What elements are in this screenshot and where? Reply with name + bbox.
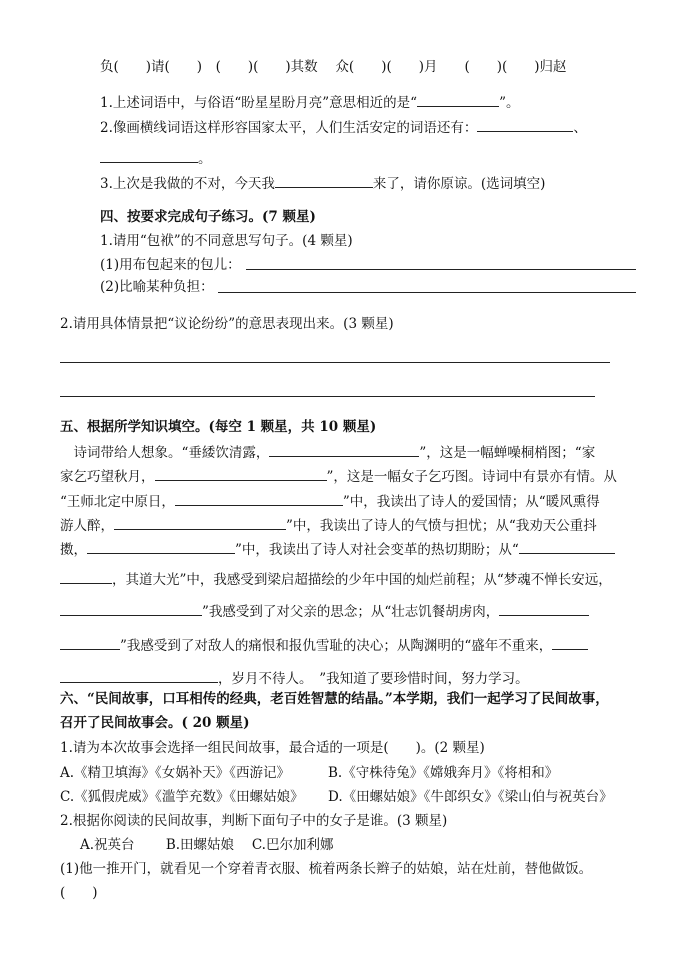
poem-text: 擞， bbox=[60, 542, 87, 558]
option-a[interactable]: A.《精卫填海》《女娲补天》《西游记》 bbox=[60, 765, 291, 781]
poem-text: ”我感受到了对父亲的思念；从“壮志饥餐胡虏肉， bbox=[202, 604, 500, 620]
section-6-q1: 1.请为本次故事会选择一组民间故事，最合适的一项是( )。(2 颗星) bbox=[60, 740, 485, 756]
answer-blank[interactable] bbox=[477, 117, 573, 132]
answer-blank[interactable] bbox=[87, 539, 235, 554]
poem-line-2 bbox=[60, 466, 617, 486]
poem-line-7 bbox=[60, 601, 589, 621]
poem-text: ”中，我读出了诗人的气愤与担忧；从“我劝天公重抖 bbox=[286, 518, 597, 534]
answer-blank[interactable] bbox=[60, 635, 120, 650]
section-6-title: 六、“民间故事，口耳相传的经典，老百姓智慧的结晶。”本学期，我们一起学习了民间故事， bbox=[60, 691, 609, 707]
poem-text: ”中，我读出了诗人的爱国情；从“暖风熏得 bbox=[342, 494, 600, 510]
answer-blank[interactable] bbox=[175, 491, 343, 506]
poem-text: ”，这是一幅蝉噪桐梢图；“家 bbox=[419, 445, 596, 461]
question-2-sep: 、 bbox=[573, 120, 587, 136]
section-4-title: 四、按要求完成句子练习。(7 颗星) bbox=[100, 209, 316, 225]
poem-text: 游人醉， bbox=[60, 518, 114, 534]
question-2-end: 。 bbox=[198, 151, 212, 167]
poem-line-5 bbox=[60, 539, 615, 559]
section-5-title: 五、根据所学知识填空。(每空 1 颗星，共 10 颗星) bbox=[60, 419, 377, 435]
answer-blank[interactable] bbox=[155, 466, 327, 481]
answer-line[interactable] bbox=[60, 362, 610, 363]
poem-text: “王师北定中原日， bbox=[60, 494, 175, 510]
poem-text: ，岁月不待人。 ”我知道了要珍惜时间，努力学习。 bbox=[218, 671, 529, 687]
section-6-q2: 2.根据你阅读的民间故事，判断下面句子中的女子是谁。(3 颗星) bbox=[60, 813, 448, 829]
poem-line-4 bbox=[60, 515, 597, 535]
answer-blank[interactable] bbox=[114, 515, 286, 530]
poem-text: ”我感受到了对敌人的痛恨和报仇雪耻的决心；从陶渊明的“盛年不重来， bbox=[120, 638, 553, 654]
answer-blank[interactable] bbox=[552, 635, 588, 650]
poem-line-8 bbox=[60, 635, 588, 655]
poem-text: 诗词带给人想象。“垂緌饮清露， bbox=[60, 445, 270, 461]
question-1-text: 1.上述词语中，与俗语“盼星星盼月亮”意思相近的是“ bbox=[100, 95, 418, 111]
option-c[interactable]: C.《狐假虎威》《滥竽充数》《田螺姑娘》 bbox=[60, 789, 304, 805]
section-4-q2: 2.请用具体情景把“议论纷纷”的意思表现出来。(3 颗星) bbox=[60, 316, 394, 332]
question-3-text: 3.上次是我做的不对，今天我 bbox=[100, 176, 275, 192]
answer-blank[interactable] bbox=[519, 539, 615, 554]
section-4-q1b: (2)比喻某种负担： bbox=[100, 279, 214, 295]
answer-line[interactable] bbox=[246, 269, 636, 270]
option-b[interactable]: B.《守株待兔》《嫦娥奔月》《将相和》 bbox=[328, 765, 559, 781]
question-1-end: ”。 bbox=[499, 95, 520, 111]
answer-line[interactable] bbox=[60, 396, 595, 397]
answer-blank[interactable] bbox=[100, 148, 198, 163]
section-6-q2-1: (1)他一推开门，就看见一个穿着青衣服、梳着两条长辫子的姑娘，站在灶前，替他做饭。 bbox=[60, 861, 593, 877]
poem-text: ，其道大光”中，我感受到梁启超描绘的少年中国的灿烂前程；从“梦魂不惮长安远， bbox=[112, 572, 612, 588]
answer-line[interactable] bbox=[218, 292, 636, 293]
name-options: A.祝英台 B.田螺姑娘 C.巴尔加利娜 bbox=[80, 837, 334, 853]
answer-blank[interactable] bbox=[275, 173, 373, 188]
poem-text: 家乞巧望秋月， bbox=[60, 469, 155, 485]
question-3-end: 来了，请你原谅。(选词填空) bbox=[372, 176, 546, 192]
option-d[interactable]: D.《田螺姑娘》《牛郎织女》《梁山伯与祝英台》 bbox=[328, 789, 613, 805]
poem-text: ”，这是一幅女子乞巧图。诗词中有景亦有情。从 bbox=[326, 469, 617, 485]
answer-blank[interactable] bbox=[499, 601, 589, 616]
question-2 bbox=[100, 117, 587, 137]
poem-text: ”中，我读出了诗人对社会变革的热切期盼；从“ bbox=[235, 542, 519, 558]
poem-line-9 bbox=[60, 668, 529, 688]
poem-line-3 bbox=[60, 491, 600, 511]
poem-line-6 bbox=[60, 569, 612, 589]
question-2-cont bbox=[100, 148, 212, 168]
answer-blank[interactable] bbox=[60, 601, 202, 616]
section-4-q1: 1.请用“包袱”的不同意思写句子。(4 颗星) bbox=[100, 233, 353, 249]
question-1 bbox=[100, 92, 520, 112]
answer-blank[interactable] bbox=[417, 92, 499, 107]
section-6-title-2: 召开了民间故事会。( 20 颗星) bbox=[60, 715, 250, 731]
question-3 bbox=[100, 173, 545, 193]
answer-blank[interactable] bbox=[60, 569, 112, 584]
answer-paren[interactable]: ( ) bbox=[60, 885, 98, 901]
question-2-text: 2.像画横线词语这样形容国家太平，人们生活安定的词语还有： bbox=[100, 120, 478, 136]
answer-blank[interactable] bbox=[60, 668, 218, 683]
answer-blank[interactable] bbox=[269, 442, 419, 457]
poem-line-1 bbox=[60, 442, 595, 462]
idiom-fill-row: 负( )请( ) ( )( )其数 众( )( )月 ( )( )归赵 bbox=[100, 59, 567, 75]
section-4-q1a: (1)用布包起来的包儿： bbox=[100, 257, 241, 273]
